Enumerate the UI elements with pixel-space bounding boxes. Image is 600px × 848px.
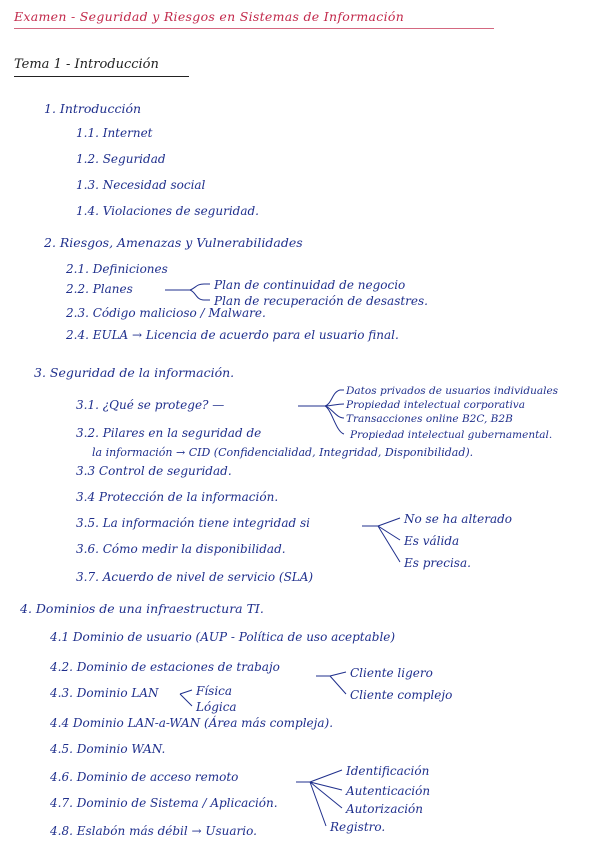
section-1-item: 1.1. Internet — [76, 126, 153, 140]
section-4-item: 4.6. Dominio de acceso remoto — [50, 770, 239, 784]
section-2-item: 2.2. Planes — [66, 282, 133, 296]
protege-item: Transacciones online B2C, B2B — [346, 413, 513, 425]
section-1-item: 1.4. Violaciones de seguridad. — [76, 204, 259, 218]
cliente-complejo: Cliente complejo — [350, 688, 453, 702]
plan-continuidad: Plan de continuidad de negocio — [214, 278, 406, 292]
section-2-item: 2.4. EULA → Licencia de acuerdo para el usuario final. — [66, 328, 399, 342]
section-4-item: 4.7. Dominio de Sistema / Aplicación. — [50, 796, 278, 810]
section-3-item: la información → CID (Confidencialidad, Integridad, Disponibilidad). — [92, 446, 474, 459]
section-4-item: 4.3. Dominio LAN — [50, 686, 159, 700]
section-4-item: 4.5. Dominio WAN. — [50, 742, 166, 756]
section-4-item: 4.8. Eslabón más débil → Usuario. — [50, 824, 257, 838]
section-4-item: 4.1 Dominio de usuario (AUP - Política de uso aceptable) — [50, 630, 396, 644]
section-4-item: 4.4 Dominio LAN-a-WAN (Área más compleja). — [50, 716, 334, 730]
acceso-item: Identificación — [346, 764, 430, 778]
acceso-item: Autenticación — [346, 784, 431, 798]
integridad-item: Es válida — [404, 534, 460, 548]
integridad-item: No se ha alterado — [404, 512, 513, 526]
section-3-heading: 3. Seguridad de la información. — [34, 365, 235, 380]
lan-logica: Lógica — [196, 700, 237, 714]
lan-fisica: Física — [196, 684, 233, 698]
exam-title: Examen - Seguridad y Riesgos en Sistemas de Información — [14, 9, 405, 24]
section-4-item: 4.2. Dominio de estaciones de trabajo — [50, 660, 280, 674]
cliente-ligero: Cliente ligero — [350, 666, 433, 680]
section-1-heading: 1. Introducción — [44, 101, 142, 116]
acceso-item: Autorización — [346, 802, 424, 816]
section-2-item: 2.1. Definiciones — [66, 262, 168, 276]
section-4-heading: 4. Dominios de una infraestructura TI. — [20, 601, 264, 616]
section-3-item: 3.1. ¿Qué se protege? — — [76, 398, 225, 412]
protege-item: Propiedad intelectual corporativa — [346, 399, 525, 411]
section-2-item: 2.3. Código malicioso / Malware. — [66, 306, 266, 320]
section-3-item: 3.3 Control de seguridad. — [76, 464, 232, 478]
plan-recuperacion: Plan de recuperación de desastres. — [214, 294, 428, 308]
section-3-item: 3.4 Protección de la información. — [76, 490, 279, 504]
section-3-item: 3.7. Acuerdo de nivel de servicio (SLA) — [76, 570, 314, 584]
section-1-item: 1.3. Necesidad social — [76, 178, 206, 192]
protege-item: Datos privados de usuarios individuales — [346, 385, 559, 397]
acceso-item: Registro. — [330, 820, 386, 834]
tema-heading: Tema 1 - Introducción — [14, 57, 159, 72]
section-3-item: 3.6. Cómo medir la disponibilidad. — [76, 542, 286, 556]
section-3-item: 3.5. La información tiene integridad si — [76, 516, 310, 530]
integridad-item: Es precisa. — [404, 556, 471, 570]
protege-item: Propiedad intelectual gubernamental. — [350, 429, 553, 441]
section-1-item: 1.2. Seguridad — [76, 152, 166, 166]
section-3-item: 3.2. Pilares en la seguridad de — [76, 426, 262, 440]
section-2-heading: 2. Riesgos, Amenazas y Vulnerabilidades — [44, 235, 303, 250]
